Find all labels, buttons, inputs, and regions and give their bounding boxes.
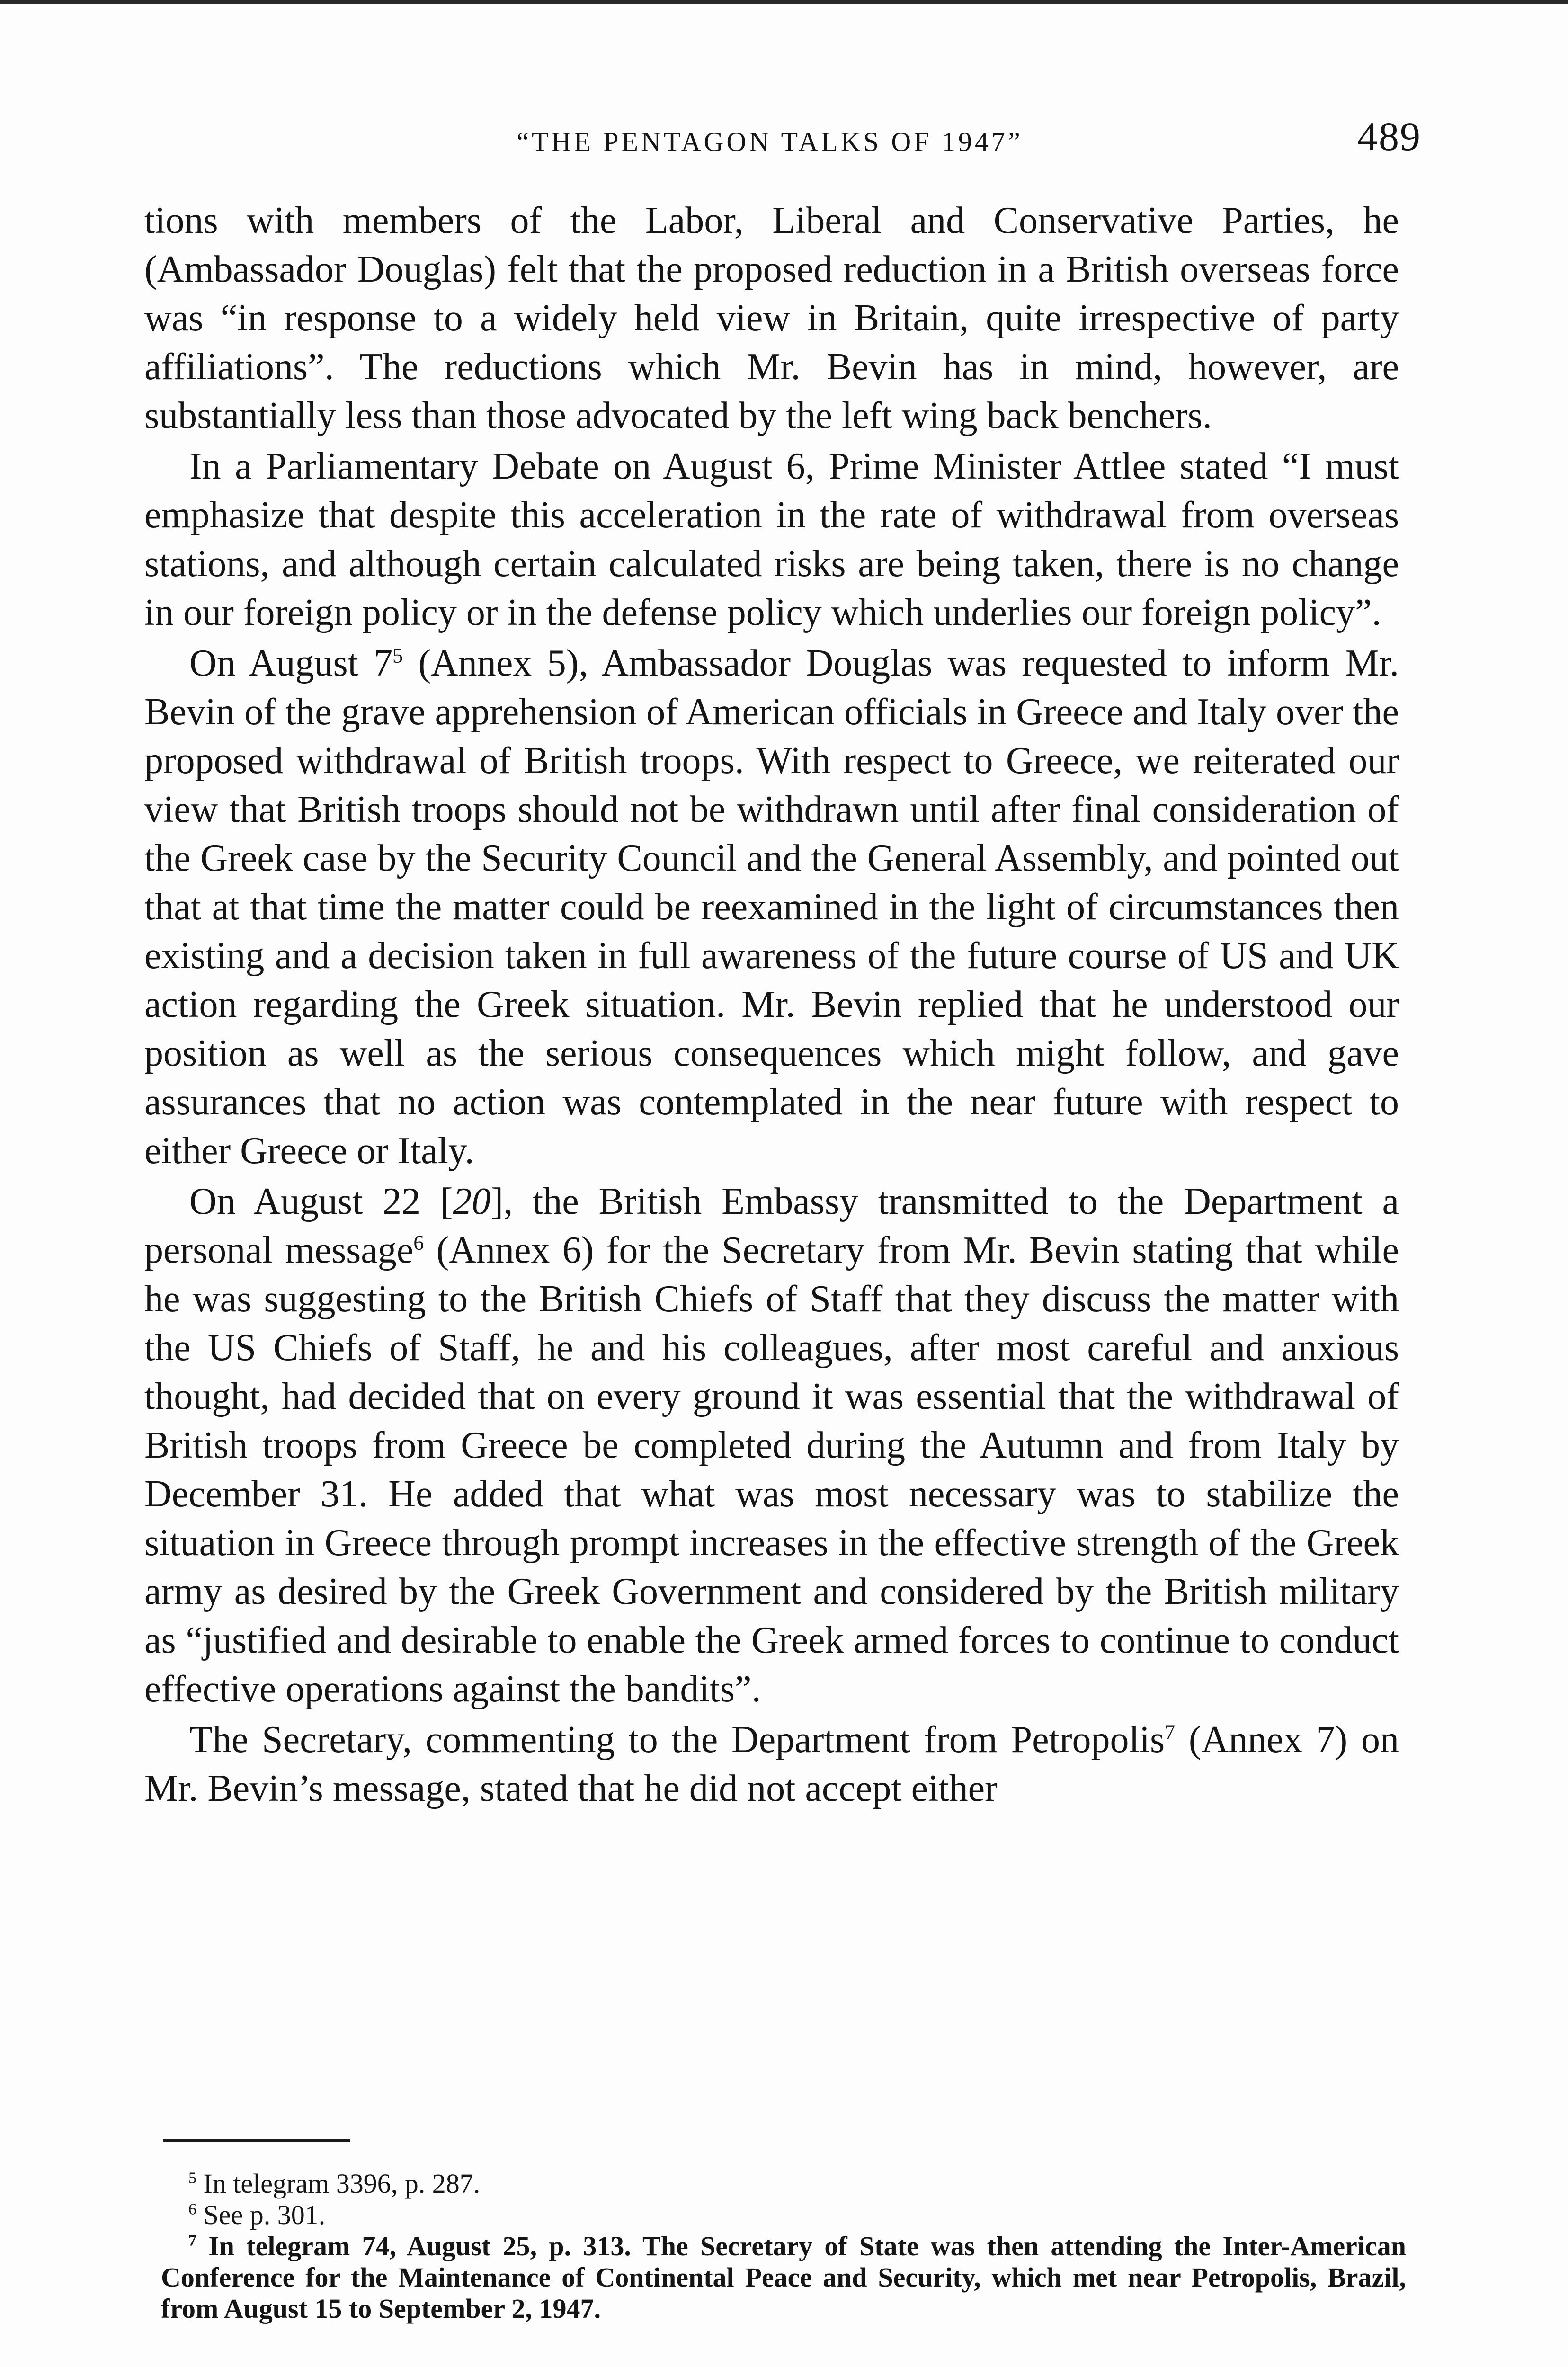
page-number: 489	[1357, 114, 1421, 159]
footnote-5-text: In telegram 3396, p. 287.	[196, 2168, 481, 2199]
paragraph-5-text-end: (Annex 7) on Mr. Bevin’s message, stated that he did not accept either	[144, 1719, 1399, 1809]
paragraph-1: tions with members of the Labor, Liberal and Conservative Parties, he (Ambassador Douglas) felt that the proposed reduction in a British overseas force was “in response to a widely held view in Britain, quite irrespective of party affiliations”. The reductions which Mr. Bevin has in mind, however, are substantially less than those advocated by the left wing back benchers.	[144, 200, 1399, 436]
paragraph-3	[144, 639, 1399, 1175]
footnote-marker-7: 7	[188, 2232, 196, 2250]
footnote-reference-7[interactable]: 7	[1165, 1720, 1176, 1744]
footnote-6-text: See p. 301.	[196, 2199, 326, 2230]
paragraph-2: In a Parliamentary Debate on August 6, Prime Minister Attlee stated “I must emphasize that despite this acceleration in the rate of withdrawal from overseas stations, and although certain calculated risks are being taken, there is no change in our foreign policy or in the defense policy which underlies our foreign policy”.	[144, 445, 1399, 633]
paragraph-4-text-end: (Annex 6) for the Secretary from Mr. Bevin stating that while he was suggesting to the British Chiefs of Staff that they discuss the matter with the US Chiefs of Staff, he and his colleagues, after most careful and anxious thought, had decided that on every ground it was essential that the withdrawal of British troops from Greece be completed during the Autumn and from Italy by December 31. He added that what was most necessary was to stabilize the situation in Greece through prompt increases in the effective strength of the Greek army as desired by the Greek Government and considered by the British military as “justified and desirable to enable the Greek armed forces to continue to conduct effective operations against the bandits”.	[144, 1229, 1399, 1710]
footnote-separator	[163, 2139, 350, 2142]
footnote-reference-6[interactable]: 6	[413, 1231, 424, 1255]
footnote-reference-5[interactable]: 5	[392, 644, 403, 667]
footnote-marker-6: 6	[188, 2200, 196, 2218]
running-title: “THE PENTAGON TALKS OF 1947”	[517, 126, 1023, 157]
paragraph-4-text-start: On August 22 [	[189, 1181, 453, 1222]
paragraph-4	[144, 1177, 1399, 1714]
footnote-6	[161, 2199, 1406, 2231]
top-edge-rule	[0, 0, 1568, 4]
paragraph-5-text-start: The Secretary, commenting to the Department from Petropolis	[189, 1719, 1165, 1761]
footnote-marker-5: 5	[188, 2169, 196, 2187]
footnote-7-text: In telegram 74, August 25, p. 313. The Secretary of State was then attending the Inter-American Conference for the Maintenance of Continental Peace and Security, which met near Petropolis, Brazil, from August 15 to September 2, 1947.	[161, 2231, 1406, 2324]
running-head	[147, 113, 1421, 165]
body-text	[144, 196, 1399, 1813]
corrected-date: 20	[453, 1181, 491, 1222]
footnote-7	[161, 2231, 1406, 2324]
footnote-5	[161, 2168, 1406, 2199]
paragraph-3-text-end: (Annex 5), Ambassador Douglas was requested to inform Mr. Bevin of the grave apprehension of American officials in Greece and Italy over the proposed withdrawal of British troops. With respect to Greece, we reiterated our view that British troops should not be withdrawn until after final consideration of the Greek case by the Security Council and the General Assembly, and pointed out that at that time the matter could be reexamined in the light of circumstances then existing and a decision taken in full awareness of the future course of US and UK action regarding the Greek situation. Mr. Bevin replied that he understood our position as well as the serious consequences which might follow, and gave assurances that no action was contemplated in the near future with respect to either Greece or Italy.	[144, 642, 1399, 1172]
paragraph-5	[144, 1716, 1399, 1813]
footnotes	[161, 2168, 1406, 2324]
paragraph-3-text-start: On August 7	[189, 642, 393, 684]
paragraph-4-text-middle: ], the British Embassy transmitted to the Department a personal message	[144, 1181, 1399, 1271]
